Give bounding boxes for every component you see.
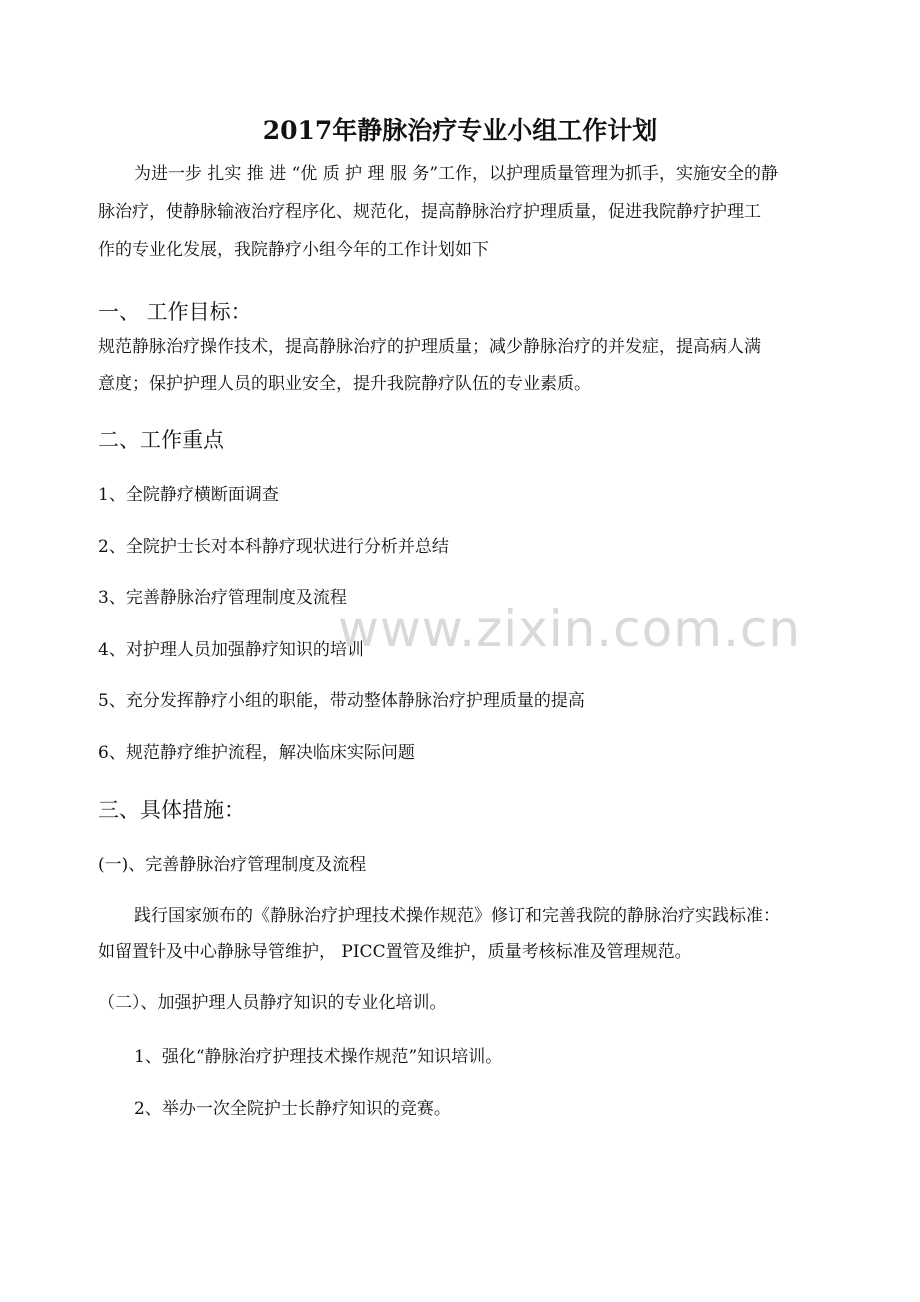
focus-item: 5、充分发挥静疗小组的职能，带动整体静脉治疗护理质量的提高 [98,691,585,711]
measures-line: 如留置针及中心静脉导管维护， PICC置管及维护，质量考核标准及管理规范。 [98,942,692,962]
section-heading-goals: 一、 工作目标： [98,300,252,324]
focus-item: 3、完善静脉治疗管理制度及流程 [98,588,347,608]
section-heading-focus: 二、工作重点 [98,428,224,452]
focus-item: 1、全院静疗横断面调查 [98,485,279,505]
watermark: www.zixin.com.cn [338,600,802,658]
section-heading-measures: 三、具体措施： [98,798,245,822]
training-item: 1、强化“静脉治疗护理技术操作规范”知识培训。 [134,1047,503,1067]
intro-line: 脉治疗，使静脉输液治疗程序化、规范化，提高静脉治疗护理质量，促进我院静疗护理工 [98,202,761,222]
focus-item: 6、规范静疗维护流程，解决临床实际问题 [98,743,415,763]
intro-line: 作的专业化发展，我院静疗小组今年的工作计划如下 [98,240,489,260]
focus-item: 4、对护理人员加强静疗知识的培训 [98,640,364,660]
subsection-heading: （二）、加强护理人员静疗知识的专业化培训。 [98,993,447,1013]
focus-item: 2、全院护士长对本科静疗现状进行分析并总结 [98,537,449,557]
document-title: 2017年静脉治疗专业小组工作计划 [262,116,658,145]
measures-line: 践行国家颁布的《静脉治疗护理技术操作规范》修订和完善我院的静脉治疗实践标准： [134,906,780,926]
goals-line: 意度；保护护理人员的职业安全，提升我院静疗队伍的专业素质。 [98,374,591,394]
subsection-heading: (一)、完善静脉治疗管理制度及流程 [98,855,367,875]
intro-line: 为进一步 扎实 推 进 “优 质 护 理 服 务”工作，以护理质量管理为抓手，实施安全的静 [134,164,779,184]
goals-line: 规范静脉治疗操作技术，提高静脉治疗的护理质量；减少静脉治疗的并发症，提高病人满 [98,337,761,357]
training-item: 2、举办一次全院护士长静疗知识的竞赛。 [134,1099,451,1119]
